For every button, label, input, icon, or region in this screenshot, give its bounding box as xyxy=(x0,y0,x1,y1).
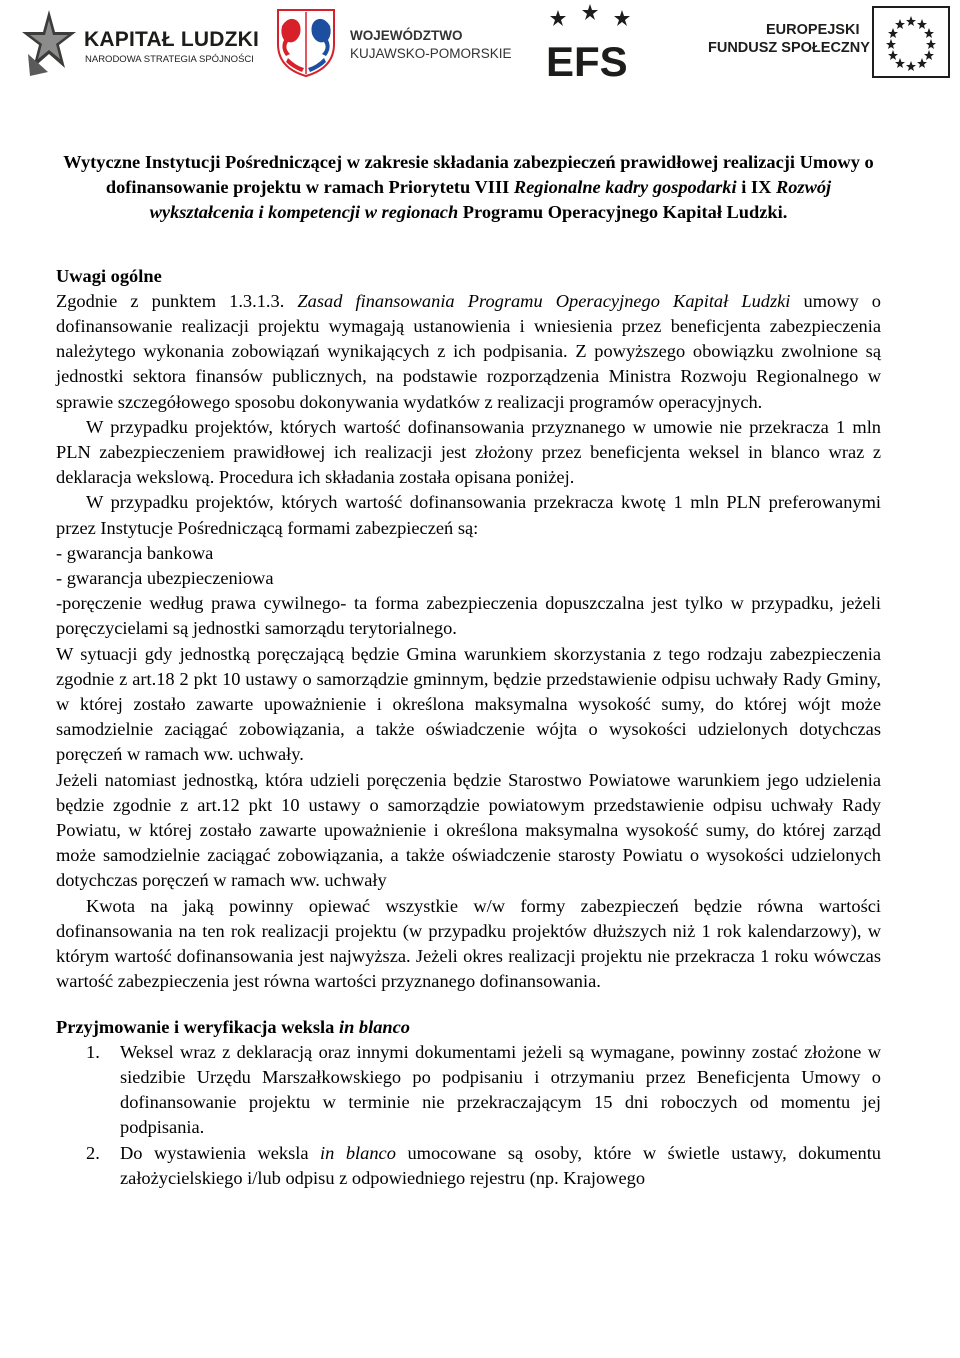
weksel-procedure-list xyxy=(56,1040,881,1191)
list-item-text-end: umocowane są osoby, które w świetle ustawy, dokumentu założycielskiego i/lub odpisu z odpowiedniego rejestru (np. Krajowego xyxy=(120,1142,881,1188)
document-body xyxy=(56,150,881,1191)
kapital-ludzki-logo xyxy=(18,6,260,78)
eu-flag-icon xyxy=(872,6,950,78)
list-item xyxy=(56,1141,881,1191)
list-item-text: Do wystawienia weksla xyxy=(120,1142,321,1163)
efs-text: EFS xyxy=(546,38,628,82)
section-heading-general: Uwagi ogólne xyxy=(56,265,162,286)
eu-fund-line2: FUNDUSZ SPOŁECZNY xyxy=(708,40,870,56)
paragraph-gmina: W sytuacji gdy jednostką poręczającą będzie Gmina warunkiem skorzystania z tego rodzaju zabezpieczenia zgodnie z art.18 2 pkt 10 ustawy o samorządzie gminnym, będzie przedstawienie odpisu uchwały Rady Gminy, w której zostało zawarte upoważnienie i określona maksymalna wysokość sumy, do której wójt może samodzielnie zaciągać zobowiązania, a także oświadczenie wójta o wysokości udzielonych dotychczas poręczeń w ramach ww. uchwały. xyxy=(56,643,881,765)
section-heading-weksel-italic: in blanco xyxy=(338,1016,410,1037)
paragraph-intro-a: Zgodnie z punktem 1.3.1.3. xyxy=(56,290,298,311)
efs-logo xyxy=(540,2,670,82)
paragraph-intro-b: umowy o dofinansowanie realizacji projektu wymagają ustanowienia i wniesienia przez beneficjenta zabezpieczenia należytego wykonania zobowiązań wynikających z ich podpisania. Z powyższego obowiązku zwolnione są jednostki sektora finansów publicznych, na podstawie rozporządzenia Ministra Rozwoju Regionalnego w sprawie szczegółowego sposobu dokonywania wydatków z realizacji programów operacyjnych. xyxy=(56,290,881,412)
efs-stars-icon xyxy=(540,2,670,82)
list-item-bank-guarantee: - gwarancja bankowa xyxy=(56,542,214,563)
list-item-number: 1. xyxy=(86,1041,100,1062)
list-item-text-italic: in blanco xyxy=(320,1142,396,1163)
list-item xyxy=(56,1040,881,1141)
wojewodztwo-crest-icon xyxy=(274,6,338,78)
document-title xyxy=(56,150,881,226)
kapital-ludzki-tagline: NARODOWA STRATEGIA SPÓJNOŚCI xyxy=(85,54,254,65)
paragraph-intro xyxy=(56,289,881,415)
list-item-civil-surety: -poręczenie według prawa cywilnego- ta forma zabezpieczenia dopuszczalna jest tylko w przypadku, jeżeli poręczycielami są jednostki samorządu terytorialnego. xyxy=(56,593,881,639)
title-text-2: i IX xyxy=(736,177,776,198)
paragraph-weksel: W przypadku projektów, których wartość dofinansowania przyznanego w umowie nie przekracza 1 mln PLN zabezpieczeniem prawidłowej ich realizacji jest złożony przez beneficjenta weksel in blanco wraz z deklaracja wekslową. Procedura ich składania została opisana poniżej. xyxy=(56,416,881,488)
section-heading-weksel-text: Przyjmowanie i weryfikacja weksla xyxy=(56,1016,339,1037)
kapital-ludzki-name: KAPITAŁ LUDZKI xyxy=(84,28,260,51)
wojewodztwo-logo xyxy=(274,6,512,78)
title-text-3: Programu Operacyjnego Kapitał Ludzki. xyxy=(458,202,788,223)
list-item-number: 2. xyxy=(86,1142,100,1163)
eu-fund-logo xyxy=(700,6,950,78)
section-heading-weksel xyxy=(56,1015,881,1040)
title-priority-viii: Regionalne kadry gospodarki xyxy=(513,177,737,198)
logo-header xyxy=(0,0,960,92)
list-item-text: Weksel wraz z deklaracją oraz innymi dokumentami jeżeli są wymagane, powinny zostać złożone w siedzibie Urzędu Marszałkowskiego po podpisaniu i otrzymaniu przez Beneficjenta Umowy o dofinansowanie projektu w terminie nie przekraczającym 15 dni roboczych od momentu jej podpisania. xyxy=(120,1041,881,1138)
paragraph-starostwo: Jeżeli natomiast jednostką, która udzieli poręczenia będzie Starostwo Powiatowe warunkiem jego udzielenia będzie zgodnie z art.12 pkt 10 ustawy o samorządzie powiatowym przedstawienie odpisu uchwały Rady Powiatu, w której zostało zawarte upoważnienie i określona maksymalna wysokość sumy, do której zarząd może samodzielnie zaciągać zobowiązania, a także oświadczenie starosty Powiatu o wysokości udzielonych dotychczas poręczeń w ramach ww. uchwały xyxy=(56,769,881,891)
paragraph-intro-italic: Zasad finansowania Programu Operacyjnego Kapitał Ludzki xyxy=(297,290,791,311)
paragraph-amount: Kwota na jaką powinny opiewać wszystkie w/w formy zabezpieczeń będzie równa wartości dofinansowania na ten rok realizacji projektu (w przypadku projektów dłuższych niż 1 rok kalendarzowy), w którym wartość dofinansowania jest najwyższa. Jeżeli okres realizacji projektu nie przekracza 1 roku wówczas wartość zabezpieczenia jest równa wartości przyznanego dofinansowania. xyxy=(56,895,881,992)
eu-fund-line1: EUROPEJSKI xyxy=(766,22,860,38)
title-text-1: Wytyczne Instytucji Pośredniczącej w zakresie składania zabezpieczeń prawidłowej realizacji Umowy o dofinansowanie projektu w ramach Priorytetu VIII xyxy=(63,152,874,198)
kapital-ludzki-star-icon xyxy=(18,6,80,78)
paragraph-forms: W przypadku projektów, których wartość dofinansowania przekracza kwotę 1 mln PLN preferowanymi przez Instytucje Pośredniczącą formami zabezpieczeń są: xyxy=(56,492,881,538)
title-priority-ix: Rozwój wykształcenia i kompetencji w regionach xyxy=(149,177,832,223)
list-item-insurance-guarantee: - gwarancja ubezpieczeniowa xyxy=(56,568,274,589)
wojewodztwo-line2: KUJAWSKO-POMORSKIE xyxy=(350,46,512,61)
wojewodztwo-line1: WOJEWÓDZTWO xyxy=(350,28,463,43)
